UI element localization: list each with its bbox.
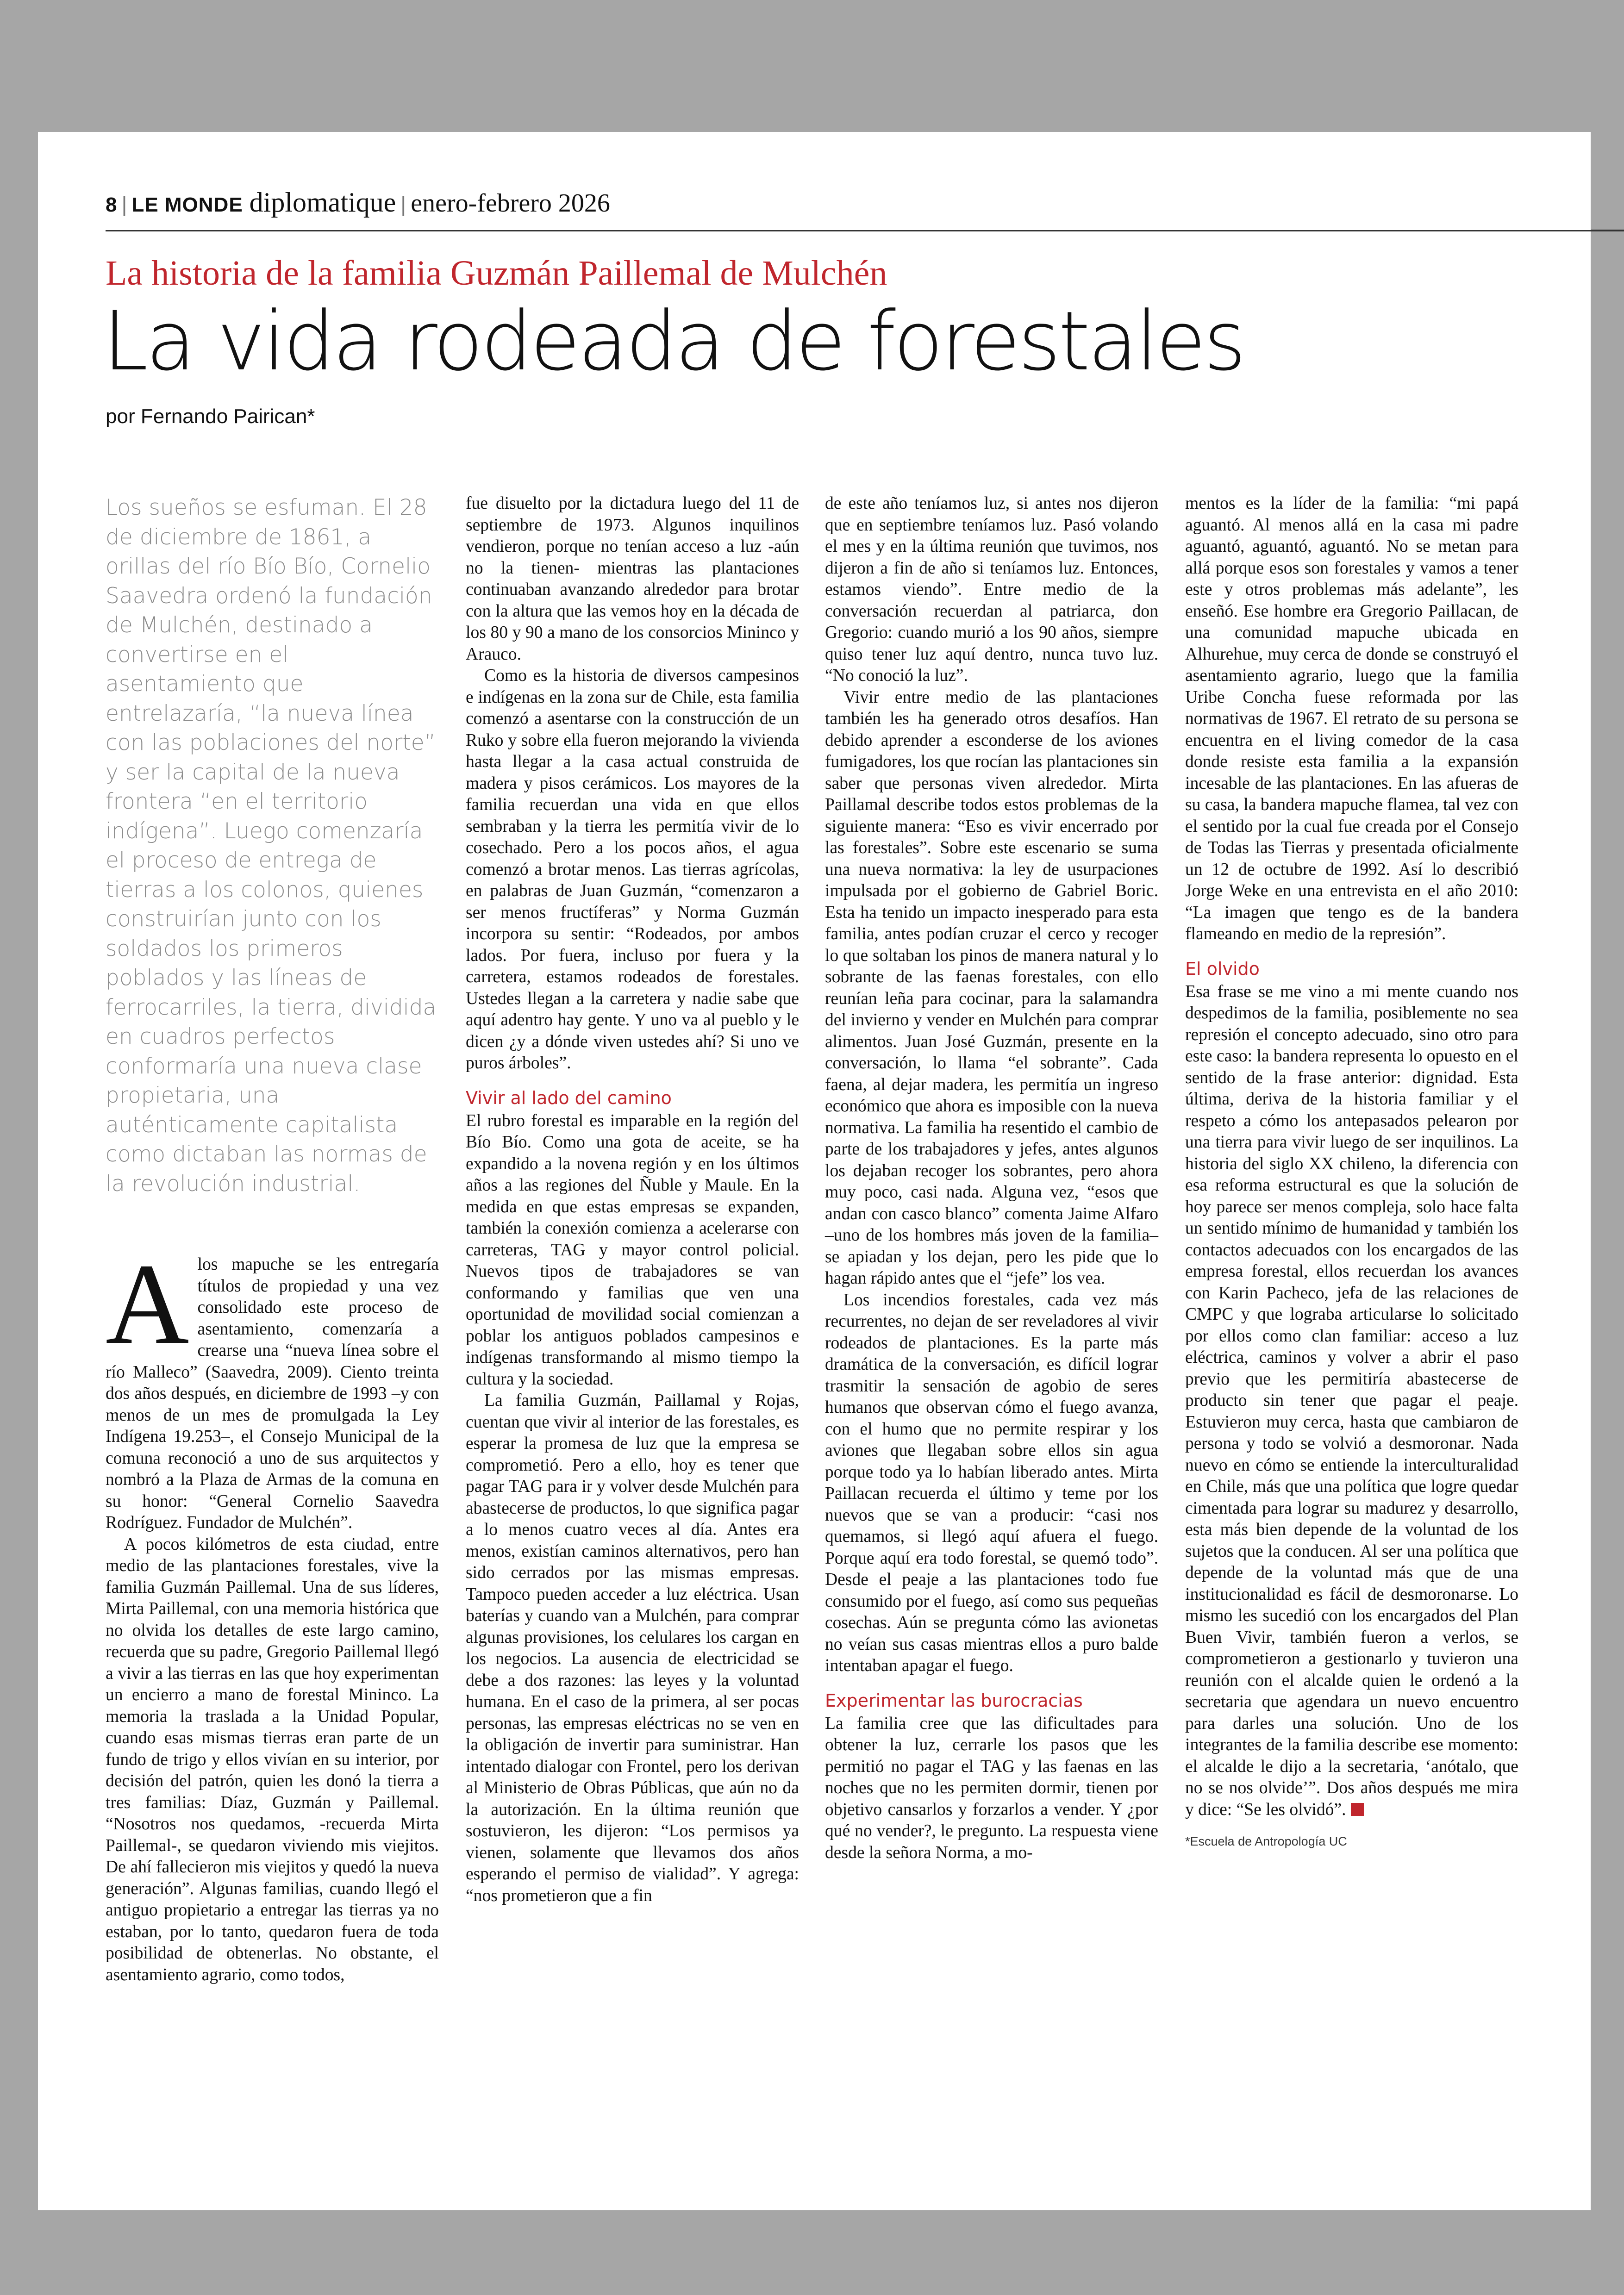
end-mark-icon bbox=[1351, 1803, 1364, 1816]
article-lede: Los sueños se esfuman. El 28 de diciembre de 1861, a orillas del río Bío Bío, Cornelio Saavedra ordenó la fundación de Mulchén, destinado a convertirse en el asentamiento que entrelazaría, “la nueva línea con las poblaciones del norte” y ser la capital de la nueva frontera “en el territorio indígena”. Luego comenzaría el proceso de entrega de tierras a los colonos, quienes construirían junto con los soldados los primeros poblados y las líneas de ferrocarriles, la tierra, dividida en cuadros perfectos conformaría una nueva clase propietaria, una auténticamente capitalista como dictaban las normas de la revolución industrial. bbox=[106, 495, 437, 1197]
paragraph: La familia Guzmán, Paillamal y Rojas, cuentan que vivir al interior de las forestales, es esperar la promesa de luz que la empresa se comprometió. Pero a ello, hoy es tener que pagar TAG para ir y volver desde Mulchén para abastecerse de productos, lo que significa pagar a lo menos cuatro veces al día. Antes era menos, existían caminos alternativos, pero han sido cerrados por las mismas empresas. Tampoco pueden acceder a luz eléctrica. Usan baterías y cuando van a Mulchén, para comprar algunas provisiones, los celulares los cargan en los negocios. La ausencia de electricidad se debe a dos razones: las leyes y la voluntad humana. En el caso de la primera, al ser pocas personas, las empresas eléctricas no se ven en la obligación de invertir para suministrar. Han intentado dialogar con Frontel, pero los derivan al Ministerio de Obras Públicas, que aún no da la autorización. En la última reunión que sostuvieron, les dijeron: “Los permisos ya vienen, solamente que llevamos dos años esperando el permiso de vialidad”. Y agrega: “nos prometieron que a fin bbox=[466, 1391, 799, 1905]
paragraph: Vivir entre medio de las plantaciones también les ha generado otros desafíos. Han debido aprender a esconderse de los aviones fumigadores, los que rocían las plantaciones sin saber que personas viven alrededor. Mirta Paillamal describe todos estos problemas de la siguiente manera: “Eso es vivir encerrado por las forestales”. Sobre este escenario se suma una nueva normativa: la ley de usurpaciones impulsada por el gobierno de Gabriel Boric. Esta ha tenido un impacto inesperado para esta familia, antes podían cruzar el cerco y recoger lo que soltaban los pinos de manera natural y lo sobrante de las faenas forestales, con ello reunían leña para cocinar, para la salamandra del invierno y vender en Mulchén para comprar alimentos. Juan José Guzmán, presente en la conversación, lo llama “el sobrante”. Cada faena, al dejar madera, les permitía un ingreso económico que ahora es imposible con la nueva normativa. La familia ha resentido el cambio de parte de los trabajadores y jefes, antes algunos los dejaban recoger los sobrantes, pero ahora muy poco, casi nada. Alguna vez, “esos que andan con casco blanco” comenta Jaime Alfaro –uno de los hombres más joven de la familia– se apiadan y los dejan, pero les pide que lo hagan rápido antes que el “jefe” los vea. bbox=[825, 687, 1158, 1288]
footnote: *Escuela de Antropología UC bbox=[1185, 1834, 1347, 1848]
paragraph: Como es la historia de diversos campesinos e indígenas en la zona sur de Chile, esta familia comenzó a asentarse con la construcción de un Ruko y sobre ella fueron mejorando la vivienda hasta llegar a la casa actual construida de madera y pisos cerámicos. Los mayores de la familia recuerdan una vida en que ellos sembraban y la tierra les permitía vivir de lo cosechado. Pero a los pocos años, el agua comenzó a brotar menos. Las tierras agrícolas, en palabras de Juan Guzmán, “comenzaron a ser menos fructíferas” y Norma Guzmán incorpora su sentir: “Rodeados, por ambos lados. Por fuera, incluso por fuera y la carretera, estamos rodeados de forestales. Ustedes llegan a la carretera y nadie sabe que aquí adentro hay gente. Y uno va al pueblo y le dicen ¿y a dónde viven ustedes ahí? Si uno ve puros árboles”. bbox=[466, 666, 799, 1073]
brand-subtitle: diplomatique bbox=[249, 187, 396, 218]
issue-date: enero-febrero 2026 bbox=[411, 189, 610, 218]
brand-name: LE MONDE bbox=[131, 193, 243, 216]
header-rule bbox=[106, 230, 1624, 231]
column-4 bbox=[1185, 493, 1518, 1852]
paragraph: A pocos kilómetros de esta ciudad, entre medio de las plantaciones forestales, vive la familia Guzmán Paillemal. Una de sus líderes, Mirta Paillemal, con una memoria histórica que no olvida los detalles de este largo camino, recuerda que su padre, Gregorio Paillemal llegó a vivir a las tierras en las que hoy experimentan un encierro a mano de forestal Mininco. La memoria la traslada a la Unidad Popular, cuando esas mismas tierras eran parte de un fundo de trigo y ellos vivían en su interior, por decisión del patrón, quien les donó la tierra a tres familias: Díaz, Guzmán y Paillemal. “Nosotros nos quedamos, -recuerda Mirta Paillemal-, se quedaron viviendo mis viejitos. De ahí fallecieron mis viejitos y quedó la nueva generación”. Algunas familias, cuando llegó el antiguo propietario a entregar las tierras ya no estaban, por lo tanto, quedaron fuera de toda posibilidad de obtenerlas. No obstante, el asentamiento agrario, como todos, bbox=[106, 1534, 439, 1984]
paragraph: fue disuelto por la dictadura luego del 11 de septiembre de 1973. Algunos inquilinos vendieron, porque no tenían acceso a luz -aún no la tienen- mientras las plantaciones continuaban avanzando alrededor para brotar con la altura que las vemos hoy en la década de los 80 y 90 a mano de los consorcios Mininco y Arauco. bbox=[466, 494, 799, 664]
drop-cap: A bbox=[106, 1240, 189, 1368]
paragraph: mentos es la líder de la familia: “mi papá aguantó. Al menos allá en la casa mi padre aguantó, aguantó, aguantó. No se metan para allá porque esos son forestales y vamos a tener este y otros problemas más adelante”, les enseñó. Ese hombre era Gregorio Paillacan, de una comunidad mapuche ubicada en Alhurehue, muy cerca de donde se construyó el asentamiento agrario, luego que la familia Uribe Concha fuese reformada por las normativas de 1967. El retrato de su persona se encuentra en el living comedor de la casa donde resiste esta familia a la expansión incesable de las plantaciones. En las afueras de su casa, la bandera mapuche flamea, tal vez con el sentido por la cual fue creada por el Consejo de Todas las Tierras y presentada oficialmente un 12 de octubre de 1992. Así lo describió Jorge Weke en una entrevista en el año 2010: “La imagen que tengo es de la bandera flameando en medio de la represión”. bbox=[1185, 494, 1518, 943]
paragraph: El rubro forestal es imparable en la región del Bío Bío. Como una gota de aceite, se ha expandido a la novena región y en los últimos años a las regiones del Ñuble y Maule. En la medida en que estas empresas se expanden, también la conexión comienza a acelerarse con carreteras, TAG y mayor control policial. Nuevos tipos de trabajadores se van conformando y familias que ven una oportunidad de movilidad social comienzan a poblar los antiguos poblados campesinos e indígenas transformando al mismo tiempo la cultura y la sociedad. bbox=[466, 1111, 799, 1389]
paragraph: Esa frase se me vino a mi mente cuando nos despedimos de la familia, posiblemente no sea represión el concepto adecuado, sino otro para este caso: la bandera representa lo opuesto en el sentido de la frase anterior: dignidad. Esta última, deriva de la historia familiar y el respeto a cómo los antepasados pelearon por una tierra para vivir luego de ser inquilinos. La historia del siglo XX chileno, la diferencia con esa reforma estructural es que la solución de hoy parece ser menos compleja, solo hace falta un sentido mínimo de humanidad y también los contactos adecuados con los encargados de las empresa forestal, ellos recuerdan los avances con Karin Pacheco, jefa de las relaciones de CMPC y que lograba articularse lo solicitado por ellos como clan familiar: acceso a luz eléctrica, caminos y volver a abrir el paso previo que les permitiría abastecerse de producto sin tener que pagar el peaje. Estuvieron muy cerca, hasta que cambiaron de persona y todo se volvió a desmoronar. Nada nuevo en cómo se entiende la interculturalidad en Chile, más que una política que logre quedar cimentada para lograr su madurez y desarrollo, esta más bien depende de la voluntad de los sujetos que la conducen. Al ser una política que depende de la voluntad más que de una institucionalidad es fácil de desmoronarse. Lo mismo les sucedió con los encargados del Plan Buen Vivir, también fueron a verlos, se comprometieron a gestionarlo y tuvieron una reunión con el alcalde quien le ordenó a la secretaria que agendara un nuevo encuentro para darles una solución. Uno de los integrantes de la familia describe ese momento: el alcalde le dijo a la secretaria, ‘anótalo, que no se nos olvide’”. Dos años después me mira y dice: “Se les olvidó”. bbox=[1185, 982, 1518, 1819]
paragraph: de este año teníamos luz, si antes nos dijeron que en septiembre teníamos luz. Pasó volando el mes y en la última reunión que tuvimos, nos dijeron a fin de año si teníamos luz. Entonces, estamos viendo”. Entre medio de la conversación recuerdan al patriarca, don Gregorio: cuando murió a los 90 años, siempre quiso tener luz aquí dentro, nunca tuvo luz. “No conoció la luz”. bbox=[825, 494, 1158, 685]
column-1 bbox=[106, 493, 439, 1986]
section-heading: Experimentar las burocracias bbox=[825, 1690, 1083, 1711]
section-heading: El olvido bbox=[1185, 958, 1260, 979]
header-separator: | bbox=[121, 192, 127, 216]
page-header bbox=[106, 187, 610, 218]
section-heading: Vivir al lado del camino bbox=[466, 1087, 672, 1108]
page-number: 8 bbox=[106, 193, 117, 216]
article-byline: por Fernando Pairican* bbox=[106, 405, 315, 428]
paragraph: La familia cree que las dificultades para obtener la luz, cerrarle los pasos que les permitió no pagar el TAG y las faenas en las noches que no les permiten dormir, tienen por objetivo cansarlos y forzarlos a vender. Y ¿por qué no vender?, le pregunto. La respuesta viene desde la señora Norma, a mo- bbox=[825, 1714, 1158, 1862]
column-2 bbox=[466, 493, 799, 1907]
header-rule-extension bbox=[1591, 230, 1624, 231]
article-title: La vida rodeada de forestales bbox=[103, 294, 1244, 389]
paragraph: Los incendios forestales, cada vez más recurrentes, no dejan de ser reveladores al vivir rodeados de plantaciones. Es la parte más dramática de la conversación, es difícil lograr trasmitir la sensación de agobio de seres humanos que observan cómo el fuego avanza, con el humo que no permite respirar y los aviones que llegaban sobre ellos sin agua porque todo ya lo habían liberado antes. Mirta Paillacan recuerda el último y teme por los nuevos que se van a producir: “casi nos quemamos, si llegó aquí afuera el fuego. Porque aquí era todo forestal, se quemó todo”. Desde el peaje a las plantaciones todo fue consumido por el fuego, así como sus pequeñas cosechas. Aún se pregunta cómo las avionetas no veían sus casas mientras ellos a puro balde intentaban apagar el fuego. bbox=[825, 1290, 1158, 1675]
header-separator: | bbox=[400, 192, 406, 216]
newspaper-page bbox=[38, 132, 1591, 2210]
article-kicker: La historia de la familia Guzmán Paillemal de Mulchén bbox=[106, 254, 887, 293]
paragraph: Alos mapuche se les entregaría títulos de propiedad y una vez consolidado este proceso de asentamiento, comenzaría a crearse una “nueva línea sobre el río Malleco” (Saavedra, 2009). Ciento treinta dos años después, en diciembre de 1993 –y con menos de un mes de promulgada la Ley Indígena 19.253–, el Consejo Municipal de la comuna reconoció a uno de sus arquitectos y nombró a la Plaza de Armas de la comuna en su honor: “General Cornelio Saavedra Rodríguez. Fundador de Mulchén”. bbox=[106, 1240, 439, 1532]
column-3 bbox=[825, 493, 1158, 1864]
